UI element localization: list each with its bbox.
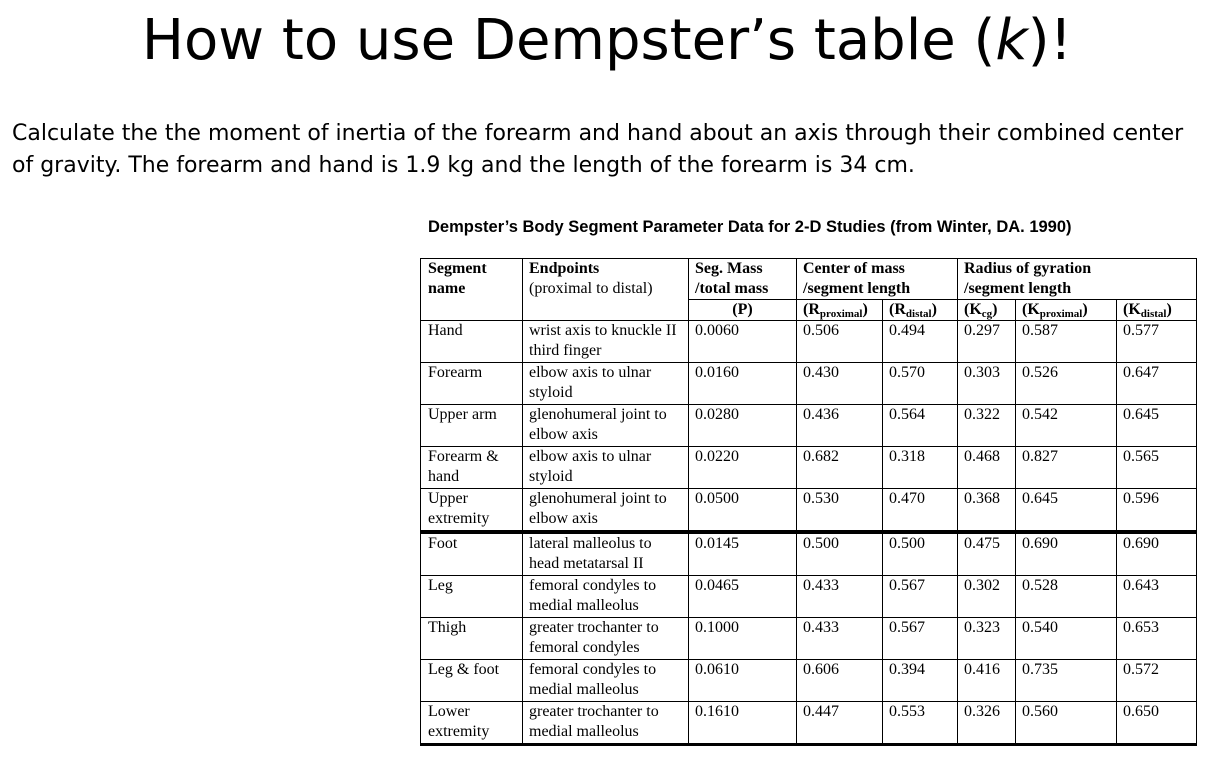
cell-r-proximal: 0.682	[797, 447, 883, 489]
cell-endpoints: greater trochanter to medial malleolus	[523, 702, 689, 745]
header-endpoints: Endpoints	[523, 259, 689, 280]
cell-k-cg: 0.326	[958, 702, 1016, 745]
cell-k-distal: 0.565	[1117, 447, 1197, 489]
table-row	[421, 660, 1197, 702]
cell-endpoints: greater trochanter to femoral condyles	[523, 618, 689, 660]
header-mass: Seg. Mass	[689, 259, 797, 280]
cell-k-distal: 0.647	[1117, 363, 1197, 405]
cell-endpoints: femoral condyles to medial malleolus	[523, 660, 689, 702]
cell-mass: 0.0145	[689, 532, 797, 576]
cell-k-distal: 0.577	[1117, 321, 1197, 363]
cell-k-proximal: 0.827	[1016, 447, 1117, 489]
cell-r-proximal: 0.430	[797, 363, 883, 405]
cell-r-proximal: 0.606	[797, 660, 883, 702]
cell-endpoints: elbow axis to ulnar styloid	[523, 447, 689, 489]
table-row	[421, 532, 1197, 576]
header-row-2	[421, 279, 1197, 300]
table-row	[421, 363, 1197, 405]
cell-mass: 0.1000	[689, 618, 797, 660]
cell-k-cg: 0.297	[958, 321, 1016, 363]
cell-k-distal: 0.596	[1117, 489, 1197, 533]
cell-mass: 0.0500	[689, 489, 797, 533]
cell-r-proximal: 0.530	[797, 489, 883, 533]
cell-k-cg: 0.368	[958, 489, 1016, 533]
cell-k-proximal: 0.735	[1016, 660, 1117, 702]
cell-segment: Thigh	[421, 618, 523, 660]
table-row	[421, 405, 1197, 447]
cell-r-distal: 0.500	[883, 532, 958, 576]
cell-segment: Leg	[421, 576, 523, 618]
title-variable: k	[995, 8, 1028, 73]
cell-segment: Upper extremity	[421, 489, 523, 533]
cell-k-proximal: 0.587	[1016, 321, 1117, 363]
cell-mass: 0.0465	[689, 576, 797, 618]
cell-r-proximal: 0.436	[797, 405, 883, 447]
cell-k-cg: 0.416	[958, 660, 1016, 702]
header-rog-2: /segment length	[958, 279, 1197, 300]
cell-r-distal: 0.494	[883, 321, 958, 363]
header-r-proximal: $(R_{proximal})$	[797, 300, 883, 321]
cell-k-distal: 0.690	[1117, 532, 1197, 576]
cell-r-distal: 0.394	[883, 660, 958, 702]
cell-r-distal: 0.570	[883, 363, 958, 405]
cell-endpoints: lateral malleolus to head metatarsal II	[523, 532, 689, 576]
cell-k-proximal: 0.645	[1016, 489, 1117, 533]
cell-k-cg: 0.323	[958, 618, 1016, 660]
table-row	[421, 576, 1197, 618]
table-row	[421, 489, 1197, 533]
cell-mass: 0.0280	[689, 405, 797, 447]
dempster-table	[420, 258, 1197, 746]
header-k-distal: $(K_{distal})$	[1117, 300, 1197, 321]
cell-r-proximal: 0.500	[797, 532, 883, 576]
cell-r-distal: 0.470	[883, 489, 958, 533]
cell-mass: 0.1610	[689, 702, 797, 745]
cell-endpoints: glenohumeral joint to elbow axis	[523, 405, 689, 447]
table-row	[421, 618, 1197, 660]
cell-k-proximal: 0.540	[1016, 618, 1117, 660]
cell-k-cg: 0.322	[958, 405, 1016, 447]
header-row-3	[421, 300, 1197, 321]
cell-segment: Forearm & hand	[421, 447, 523, 489]
cell-mass: 0.0160	[689, 363, 797, 405]
problem-text: Calculate the the moment of inertia of the forearm and hand about an axis through their combined center of gravity. The forearm and hand is 1.9 kg and the length of the forearm is 34 cm.	[12, 121, 1184, 178]
cell-segment: Foot	[421, 532, 523, 576]
cell-endpoints: glenohumeral joint to elbow axis	[523, 489, 689, 533]
cell-r-proximal: 0.506	[797, 321, 883, 363]
header-segment-2: name	[421, 279, 523, 300]
cell-k-proximal: 0.542	[1016, 405, 1117, 447]
cell-segment: Lower extremity	[421, 702, 523, 745]
cell-endpoints: elbow axis to ulnar styloid	[523, 363, 689, 405]
header-k-cg: $(K_{cg})$	[958, 300, 1016, 321]
cell-endpoints: wrist axis to knuckle II third finger	[523, 321, 689, 363]
cell-endpoints: femoral condyles to medial malleolus	[523, 576, 689, 618]
cell-mass: 0.0220	[689, 447, 797, 489]
cell-segment: Upper arm	[421, 405, 523, 447]
cell-k-proximal: 0.560	[1016, 702, 1117, 745]
header-mass-symbol: (P)	[689, 300, 797, 321]
cell-k-cg: 0.303	[958, 363, 1016, 405]
header-segment: Segment	[421, 259, 523, 280]
table-row	[421, 321, 1197, 363]
cell-k-proximal: 0.690	[1016, 532, 1117, 576]
header-blank-2	[523, 300, 689, 321]
cell-k-distal: 0.645	[1117, 405, 1197, 447]
cell-k-proximal: 0.528	[1016, 576, 1117, 618]
cell-k-distal: 0.572	[1117, 660, 1197, 702]
table-row	[421, 702, 1197, 745]
cell-k-distal: 0.653	[1117, 618, 1197, 660]
header-k-proximal: $(K_{proximal})$	[1016, 300, 1117, 321]
cell-mass: 0.0610	[689, 660, 797, 702]
header-com: Center of mass	[797, 259, 958, 280]
cell-r-distal: 0.567	[883, 576, 958, 618]
cell-k-distal: 0.643	[1117, 576, 1197, 618]
cell-k-cg: 0.302	[958, 576, 1016, 618]
cell-k-cg: 0.475	[958, 532, 1016, 576]
cell-segment: Hand	[421, 321, 523, 363]
cell-mass: 0.0060	[689, 321, 797, 363]
cell-k-cg: 0.468	[958, 447, 1016, 489]
page-title: How to use Dempster’s table (k)!	[141, 8, 1073, 73]
header-endpoints-2: (proximal to distal)	[523, 279, 689, 300]
cell-r-distal: 0.553	[883, 702, 958, 745]
header-row	[421, 259, 1197, 280]
cell-r-proximal: 0.433	[797, 576, 883, 618]
cell-k-distal: 0.650	[1117, 702, 1197, 745]
cell-segment: Leg & foot	[421, 660, 523, 702]
cell-segment: Forearm	[421, 363, 523, 405]
cell-r-distal: 0.564	[883, 405, 958, 447]
header-mass-2: /total mass	[689, 279, 797, 300]
cell-r-proximal: 0.433	[797, 618, 883, 660]
cell-r-proximal: 0.447	[797, 702, 883, 745]
header-blank-1	[421, 300, 523, 321]
header-r-distal: $(R_{distal})$	[883, 300, 958, 321]
table-row	[421, 447, 1197, 489]
cell-k-proximal: 0.526	[1016, 363, 1117, 405]
header-rog: Radius of gyration	[958, 259, 1197, 280]
table-caption: Dempster’s Body Segment Parameter Data for 2-D Studies (from Winter, DA. 1990)	[428, 218, 1072, 236]
cell-r-distal: 0.318	[883, 447, 958, 489]
cell-r-distal: 0.567	[883, 618, 958, 660]
header-com-2: /segment length	[797, 279, 958, 300]
